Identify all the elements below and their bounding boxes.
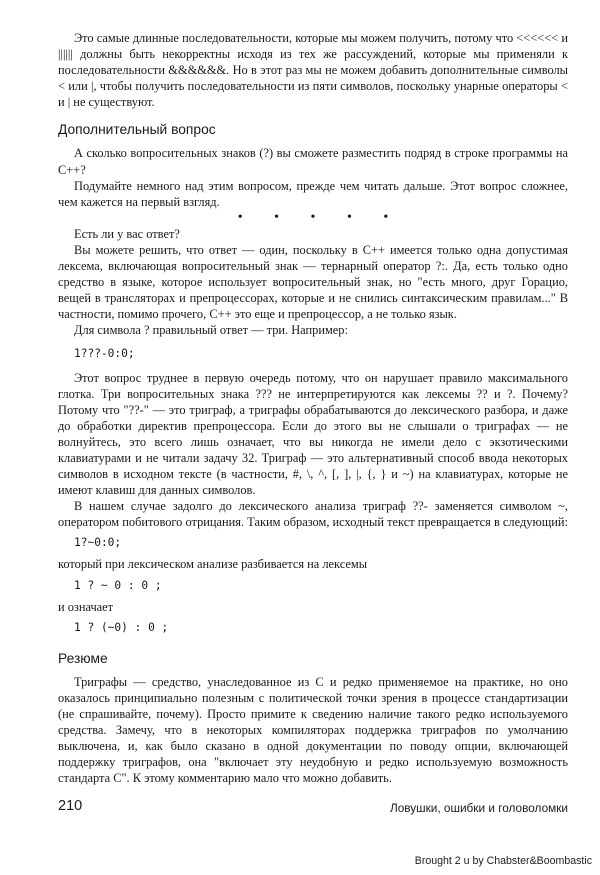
page-body [58, 0, 568, 786]
code-example-4: 1 ? (~0) : 0 ; [74, 620, 169, 634]
heading-summary: Резюме [58, 650, 108, 666]
section-dots: • • • • • [237, 209, 403, 225]
page-number: 210 [58, 798, 83, 814]
paragraph-have-answer: Есть ли у вас ответ? [74, 226, 180, 241]
watermark-text: Brought 2 u by Chabster&Boombastic [414, 855, 592, 867]
paragraph-answer-three: Для символа ? правильный ответ — три. Например: [74, 323, 348, 338]
paragraph-answer-one: Вы можете решить, что ответ — один, поскольку в С++ имеется только одна допустимая лексема, включающая вопросительный знак — тернарный оператор ?:. Да, есть только одно средство в языке, которое использует вопросительный знак, но "есть много, друг Горацио, вещей в трансляторах и препроцессорах, которые и не снились синтаксическим правилам..." В частности, помимо прочего, С++ это еще и препроцессор, а не только язык. [58, 242, 568, 322]
paragraph-think: Подумайте немного над этим вопросом, прежде чем читать дальше. Этот вопрос сложнее, чем кажется на первый взгляд. [58, 178, 568, 209]
paragraph-question: А сколько вопросительных знаков (?) вы сможете разместить подряд в строке программы на С++? [58, 146, 568, 177]
paragraph-trigraph-explanation: Этот вопрос труднее в первую очередь потому, что он нарушает правило максимального глотка. Три вопросительных знака ??? не интерпретируются как лексемы ?? и ?. Почему? Потому что "??-" — это триграф, а триграфы обрабатываются до лексического разбора, и даже до обработки директив препроцессора. Если до этого вы не слышали о триграфах — не волнуйтесь, это всего лишь означает, что вы никогда не имели дело с экзотическими клавиатурами и не читали задачу 32. Триграф — это альтернативный способ ввода некоторых символов в исходном тексте (в частности, #, \, ^, [, ], |, {, } и ~) на клавиатурах, которые не имеют клавиш для данных символов. [58, 370, 568, 498]
code-example-1: 1???-0:0; [74, 346, 135, 360]
paragraph-means: и означает [58, 599, 114, 614]
code-example-3: 1 ? ~ 0 : 0 ; [74, 578, 162, 592]
paragraph-longest-sequences: Это самые длинные последовательности, которые мы можем получить, потому что <<<<<< и |||||| должны быть некорректны исходя из тех же рассуждений, которые мы применяли к последовательности &&&&&&. Но в этот раз мы не можем добавить дополнительные символы < или |, чтобы получить последовательности из пяти символов, поскольку унарные операторы < и | не существуют. [58, 31, 568, 110]
paragraph-tokens-intro: который при лексическом анализе разбивается на лексемы [58, 557, 368, 572]
heading-additional-question: Дополнительный вопрос [58, 122, 216, 138]
paragraph-summary: Триграфы — средство, унаследованное из С и редко применяемое на практике, но оно оказалось принципиально полезным с политической точки зрения в процессе стандартизации (не спрашивайте, почему). Просто примите к сведению наличие такого редко используемого средства. Замечу, что в некоторых компиляторах поддержка триграфов по умолчанию выключена, и, как было сказано в одной документации по поводу опции, включающей поддержку триграфов, она "включает эту неудобную и редко используемую возможность стандарта С". К этому комментарию мало что можно добавить. [58, 674, 568, 786]
paragraph-lexical-analysis: В нашем случае задолго до лексического анализа триграф ??- заменяется символом ~, оператором побитового отрицания. Таким образом, исходный текст превращается в следующий: [58, 499, 568, 530]
running-title: Ловушки, ошибки и головоломки [389, 801, 568, 815]
code-example-2: 1?~0:0; [74, 536, 122, 550]
